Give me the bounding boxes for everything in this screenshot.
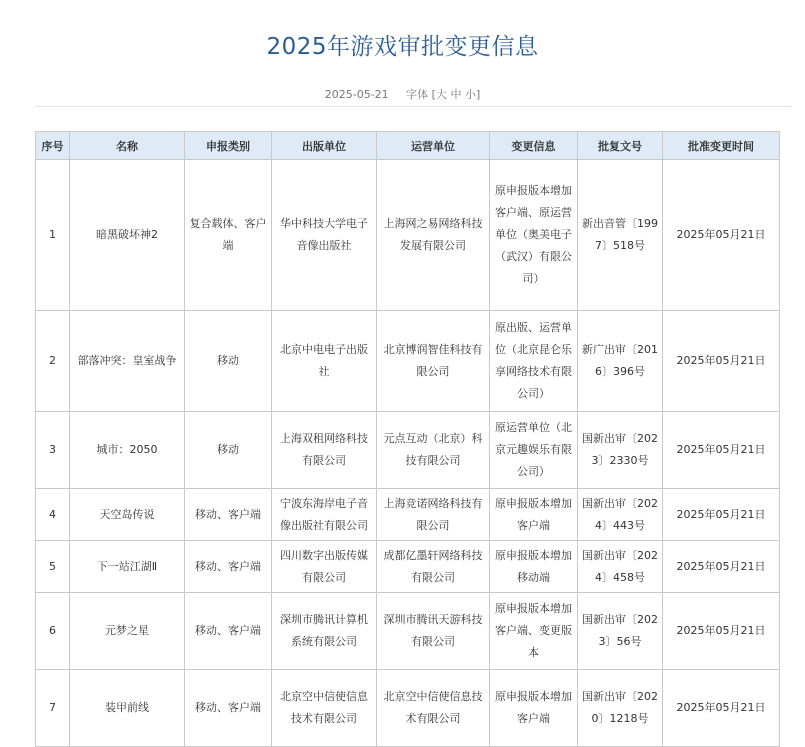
cell-publisher: 四川数字出版传媒有限公司 <box>272 541 377 593</box>
col-header-approval-date: 批准变更时间 <box>663 132 780 160</box>
col-header-publisher: 出版单位 <box>272 132 377 160</box>
cell-approval-number: 国新出审〔2024〕443号 <box>578 489 663 541</box>
cell-change-info: 原出版、运营单位（北京昆仑乐享网络技术有限公司） <box>490 311 578 412</box>
cell-game-name: 天空岛传说 <box>70 489 185 541</box>
table-row <box>36 311 780 412</box>
cell-publisher: 上海双租网络科技有限公司 <box>272 412 377 489</box>
cell-game-name: 元梦之星 <box>70 593 185 670</box>
cell-publisher: 北京空中信使信息技术有限公司 <box>272 670 377 747</box>
cell-category: 移动、客户端 <box>185 489 272 541</box>
page-title: 2025年游戏审批变更信息 <box>266 34 539 60</box>
table-row <box>36 541 780 593</box>
cell-game-name: 下一站江湖Ⅱ <box>70 541 185 593</box>
table-header-row <box>36 132 780 160</box>
cell-game-name: 城市：2050 <box>70 412 185 489</box>
cell-approval-number: 新出音管〔1997〕518号 <box>578 160 663 311</box>
cell-category: 移动、客户端 <box>185 670 272 747</box>
cell-change-info: 原申报版本增加客户端 <box>490 489 578 541</box>
cell-publisher: 深圳市腾讯计算机系统有限公司 <box>272 593 377 670</box>
cell-publisher: 宁波东海岸电子音像出版社有限公司 <box>272 489 377 541</box>
cell-index: 3 <box>36 412 70 489</box>
cell-category: 复合载体、客户端 <box>185 160 272 311</box>
font-bracket-open: [ <box>431 88 436 101</box>
cell-operator: 北京博润智佳科技有限公司 <box>377 311 490 412</box>
col-header-index: 序号 <box>36 132 70 160</box>
cell-publisher: 北京中电电子出版社 <box>272 311 377 412</box>
divider <box>35 106 791 107</box>
cell-publisher: 华中科技大学电子音像出版社 <box>272 160 377 311</box>
publish-date: 2025-05-21 <box>324 88 389 101</box>
cell-index: 7 <box>36 670 70 747</box>
font-size-large-link[interactable]: 大 <box>435 88 447 101</box>
game-approval-table <box>35 131 780 747</box>
cell-change-info: 原申报版本增加客户端、原运营单位（奥美电子（武汉）有限公司） <box>490 160 578 311</box>
font-size-label: 字体 <box>406 88 429 101</box>
cell-approval-number: 国新出审〔2024〕458号 <box>578 541 663 593</box>
cell-operator: 元点互动（北京）科技有限公司 <box>377 412 490 489</box>
table-row <box>36 670 780 747</box>
font-size-medium-link[interactable]: 中 <box>450 88 462 101</box>
cell-approval-number: 国新出审〔2020〕1218号 <box>578 670 663 747</box>
cell-index: 5 <box>36 541 70 593</box>
col-header-approval-number: 批复文号 <box>578 132 663 160</box>
cell-change-info: 原申报版本增加客户端 <box>490 670 578 747</box>
cell-operator: 深圳市腾讯天游科技有限公司 <box>377 593 490 670</box>
table-row <box>36 412 780 489</box>
table-row <box>36 160 780 311</box>
cell-game-name: 装甲前线 <box>70 670 185 747</box>
cell-index: 1 <box>36 160 70 311</box>
cell-approval-date: 2025年05月21日 <box>663 311 780 412</box>
cell-approval-date: 2025年05月21日 <box>663 489 780 541</box>
cell-category: 移动、客户端 <box>185 593 272 670</box>
table-row <box>36 489 780 541</box>
cell-index: 6 <box>36 593 70 670</box>
cell-operator: 北京空中信使信息技术有限公司 <box>377 670 490 747</box>
cell-category: 移动 <box>185 311 272 412</box>
article-meta <box>0 86 805 102</box>
cell-index: 4 <box>36 489 70 541</box>
cell-approval-date: 2025年05月21日 <box>663 160 780 311</box>
cell-change-info: 原申报版本增加移动端 <box>490 541 578 593</box>
cell-index: 2 <box>36 311 70 412</box>
cell-game-name: 部落冲突：皇室战争 <box>70 311 185 412</box>
cell-category: 移动 <box>185 412 272 489</box>
cell-category: 移动、客户端 <box>185 541 272 593</box>
cell-approval-date: 2025年05月21日 <box>663 593 780 670</box>
font-size-control <box>406 88 480 101</box>
cell-operator: 上海网之易网络科技发展有限公司 <box>377 160 490 311</box>
col-header-operator: 运营单位 <box>377 132 490 160</box>
cell-change-info: 原运营单位（北京元趣娱乐有限公司） <box>490 412 578 489</box>
col-header-name: 名称 <box>70 132 185 160</box>
col-header-category: 申报类别 <box>185 132 272 160</box>
cell-approval-number: 国新出审〔2023〕56号 <box>578 593 663 670</box>
cell-approval-date: 2025年05月21日 <box>663 412 780 489</box>
cell-approval-date: 2025年05月21日 <box>663 670 780 747</box>
cell-change-info: 原申报版本增加客户端、变更版本 <box>490 593 578 670</box>
table-row <box>36 593 780 670</box>
col-header-change-info: 变更信息 <box>490 132 578 160</box>
cell-approval-number: 新广出审〔2016〕396号 <box>578 311 663 412</box>
cell-approval-date: 2025年05月21日 <box>663 541 780 593</box>
font-bracket-close: ] <box>475 88 481 101</box>
font-size-small-link[interactable]: 小 <box>464 88 476 101</box>
cell-operator: 成都亿墨轩网络科技有限公司 <box>377 541 490 593</box>
cell-operator: 上海竞诺网络科技有限公司 <box>377 489 490 541</box>
cell-approval-number: 国新出审〔2023〕2330号 <box>578 412 663 489</box>
cell-game-name: 暗黑破坏神2 <box>70 160 185 311</box>
